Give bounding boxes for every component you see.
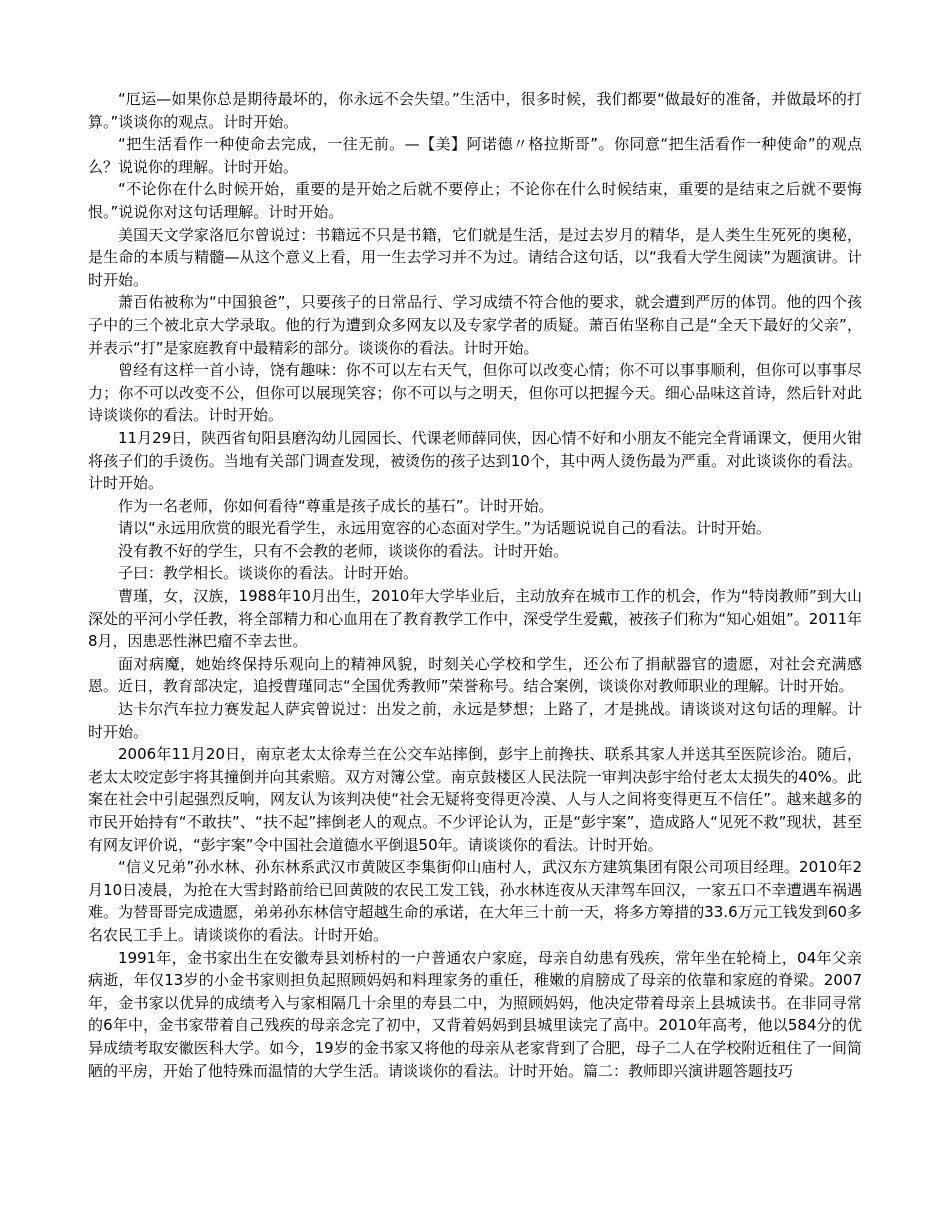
paragraph-dakar-rally: 达卡尔汽车拉力赛发起人萨宾曾说过：出发之前，永远是梦想；上路了，才是挑战。请谈谈对这句话的理解。计时开始。: [88, 700, 862, 741]
paragraph-cao-jin-illness: 面对病魔，她始终保持乐观向上的精神风貌，时刻关心学校和学生，还公布了捐献器官的遗愿，对社会充满感恩。近日，教育部决定，追授曹瑾同志“全国优秀教师”荣誉称号。结合案例，谈谈你对教师职业的理解。计时开始。: [88, 654, 862, 696]
paragraph-life-as-mission: “把生活看作一种使命去完成，一往无前。—【美】阿诺德〃格拉斯哥”。你同意“把生活看作一种使命”的观点么？说说你的理解。计时开始。: [88, 135, 862, 176]
paragraph-peng-yu-case: 2006年11月20日，南京老太太徐寿兰在公交车站摔倒，彭宇上前搀扶、联系其家人并送其至医院诊治。随后，老太太咬定彭宇将其撞倒并向其索赔。双方对簿公堂。南京鼓楼区人民法院一审判决彭宇给付老太太损失的40%。此案在社会中引起强烈反响，网友认为该判决使“社会无疑将变得更冷漠、人与人之间将变得更互不信任”。越来越多的市民开始持有“不敢扶”、“扶不起”摔倒老人的观点。不少评论认为，正是“彭宇案”，造成路人“见死不救”现状，甚至有网友评价说，“彭宇案”令中国社会道德水平倒退50年。请谈谈你的看法。计时开始。: [88, 745, 862, 854]
paragraph-jin-shujia: 1991年，金书家出生在安徽寿县刘桥村的一户普通农户家庭，母亲自幼患有残疾，常年坐在轮椅上，04年父亲病逝，年仅13岁的小金书家则担负起照顾妈妈和料理家务的重任，稚嫩的肩膀成了母亲的依靠和家庭的脊梁。2007年，金书家以优异的成绩考入与家相隔几十余里的寿县二中，为照顾妈妈，他决定带着母亲上县城读书。在非同寻常的6年中，金书家带着自己残疾的母亲念完了初中，又背着妈妈到县城里读完了高中。2010年高考，他以584分的优异成绩考取安徽医科大学。如今，19岁的金书家又将他的母亲从老家背到了合肥，母子二人在学校附近租住了一间简陋的平房，开始了他特殊而温情的大学生活。请谈谈你的看法。计时开始。篇二：教师即兴演讲题答题技巧: [88, 948, 862, 1080]
paragraph-respect-cornerstone: 作为一名老师，你如何看待“尊重是孩子成长的基石”。计时开始。: [118, 496, 554, 515]
paragraph-lowell-books: 美国天文学家洛厄尔曾说过：书籍远不只是书籍，它们就是生活，是过去岁月的精华，是人类生生死死的奥秘，是生命的本质与精髓—从这个意义上看，用一生去学习并不为过。请结合这句话，以“我看大学生阅读”为题演讲。计时开始。: [88, 225, 862, 289]
paragraph-kindergarten-burns: 11月29日，陕西省旬阳县磨沟幼儿园园长、代课老师薛同侠，因心情不好和小朋友不能完全背诵课文，便用火钳将孩子们的手烫伤。当地有关部门调查发现，被烫伤的孩子达到10个，其中两人烫伤最为严重。对此谈谈你的看法。计时开始。: [88, 428, 862, 493]
paragraph-short-poem: 曾经有这样一首小诗，饶有趣味：你不可以左右天气，但你可以改变心情；你不可以事事顺利，但你可以事事尽力；你不可以改变不公，但你可以展现笑容；你不可以与之明天，但你可以把握今天。细心品味这首诗，然后针对此诗谈谈你的看法。计时开始。: [88, 361, 862, 425]
paragraph-confucius-teaching: 子曰：教学相长。谈谈你的看法。计时开始。: [118, 564, 419, 583]
paragraph-appreciation-tolerance: 请以“永远用欣赏的眼光看学生，永远用宽容的心态面对学生。”为话题说说自己的看法。计时开始。: [118, 519, 772, 538]
paragraph-start-and-end: “不论你在什么时候开始，重要的是开始之后就不要停止；不论你在什么时候结束，重要的是结束之后就不要悔恨。”说说你对这句话理解。计时开始。: [88, 180, 862, 221]
paragraph-no-bad-students: 没有教不好的学生，只有不会教的老师，谈谈你的看法。计时开始。: [118, 541, 569, 560]
paragraph-wolf-dad: 萧百佑被称为“中国狼爸”，只要孩子的日常品行、学习成绩不符合他的要求，就会遭到严厉的体罚。他的四个孩子中的三个被北京大学录取。他的行为遭到众多网友以及专家学者的质疑。萧百佑坚称自己是“全天下最好的父亲”，并表示“打”是家庭教育中最精彩的部分。谈谈你的看法。计时开始。: [88, 293, 862, 357]
paragraph-adversity-quote: “厄运—如果你总是期待最坏的，你永远不会失望。”生活中，很多时候，我们都要“做最好的准备，并做最坏的打算。”谈谈你的观点。计时开始。: [88, 90, 862, 131]
paragraph-cao-jin-bio: 曹瑾，女，汉族，1988年10月出生，2010年大学毕业后，主动放弃在城市工作的机会，作为“特岗教师”到大山深处的平河小学任教，将全部精力和心血用在了教育教学工作中，深受学生爱戴，被孩子们称为“知心姐姐”。2011年8月，因患恶性淋巴瘤不幸去世。: [88, 587, 862, 651]
paragraph-faithful-brothers: “信义兄弟”孙水林、孙东林系武汉市黄陂区李集街仰山庙村人，武汉东方建筑集团有限公司项目经理。2010年2月10日凌晨，为抢在大雪封路前给已回黄陂的农民工发工钱，孙水林连夜从天津驾车回汉，一家五口不幸遭遇车祸遇难。为替哥哥完成遗愿，弟弟孙东林信守超越生命的承诺，在大年三十前一天，将多方筹措的33.6万元工钱发到60多名农民工手上。请谈谈你的看法。计时开始。: [88, 858, 862, 944]
